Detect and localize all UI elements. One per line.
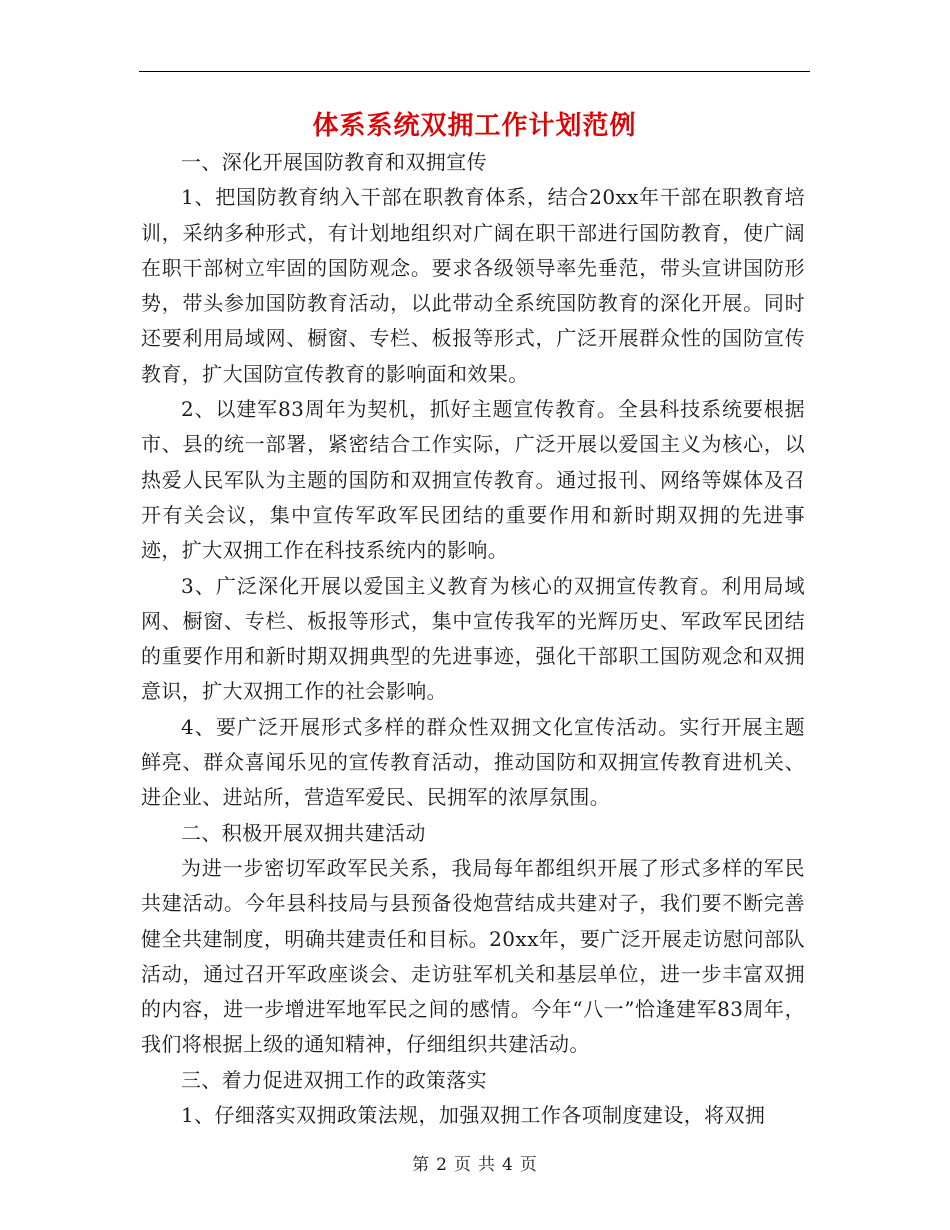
footer-total-pages: 4 [502,1155,514,1175]
footer-current-page: 2 [436,1155,448,1175]
section-heading-3: 三、着力促进双拥工作的政策落实 [181,1067,487,1092]
section-heading-1: 一、深化开展国防教育和双拥宣传 [181,150,487,174]
paragraph: 1、仔细落实双拥政策法规，加强双拥工作各项制度建设，将双拥 [181,1103,766,1128]
document-title: 体系系统双拥工作计划范例 [312,111,637,141]
document-body [141,145,805,1133]
page-footer [0,1153,950,1177]
paragraph: 4、要广泛开展形式多样的群众性双拥文化宣传活动。实行开展主题鲜亮、群众喜闻乐见的宣传教育活动，推动国防和双拥宣传教育进机关、进企业、进站所，营造军爱民、民拥军的浓厚氛围。 [141,714,805,810]
section-heading-2: 二、积极开展双拥共建活动 [181,820,426,845]
paragraph: 1、把国防教育纳入干部在职教育体系，结合20xx年干部在职教育培训，采纳多种形式，有计划地组织对广阔在职干部进行国防教育，使广阔在职干部树立牢固的国防观念。要求各级领导率先垂范，带头宣讲国防形势，带头参加国防教育活动，以此带动全系统国防教育的深化开展。同时还要利用局域网、橱窗、专栏、板报等形式，广泛开展群众性的国防宣传教育，扩大国防宣传教育的影响面和效果。 [141,185,805,386]
footer-label-total: 共 [478,1155,496,1175]
footer-label-unit: 页 [454,1155,472,1175]
footer-label-page: 第 [412,1155,431,1175]
paragraph: 3、广泛深化开展以爱国主义教育为核心的双拥宣传教育。利用局域网、橱窗、专栏、板报等形式，集中宣传我军的光辉历史、军政军民团结的重要作用和新时期双拥典型的先进事迹，强化干部职工国防观念和双拥意识，扩大双拥工作的社会影响。 [141,573,805,704]
paragraph: 为进一步密切军政军民关系，我局每年都组织开展了形式多样的军民共建活动。今年县科技局与县预备役炮营结成共建对子，我们要不断完善健全共建制度，明确共建责任和目标。20xx年，要广泛开展走访慰问部队活动，通过召开军政座谈会、走访驻军机关和基层单位，进一步丰富双拥的内容，进一步增进军地军民之间的感情。今年“八一”恰逢建军83周年，我们将根据上级的通知精神，仔细组织共建活动。 [141,855,805,1057]
paragraph: 2、以建军83周年为契机，抓好主题宣传教育。全县科技系统要根据市、县的统一部署，紧密结合工作实际，广泛开展以爱国主义为核心，以热爱人民军队为主题的国防和双拥宣传教育。通过报刊、网络等媒体及召开有关会议，集中宣传军政军民团结的重要作用和新时期双拥的先进事迹，扩大双拥工作在科技系统内的影响。 [141,397,805,563]
header-rule [139,71,810,72]
footer-label-unit-end: 页 [519,1155,538,1175]
